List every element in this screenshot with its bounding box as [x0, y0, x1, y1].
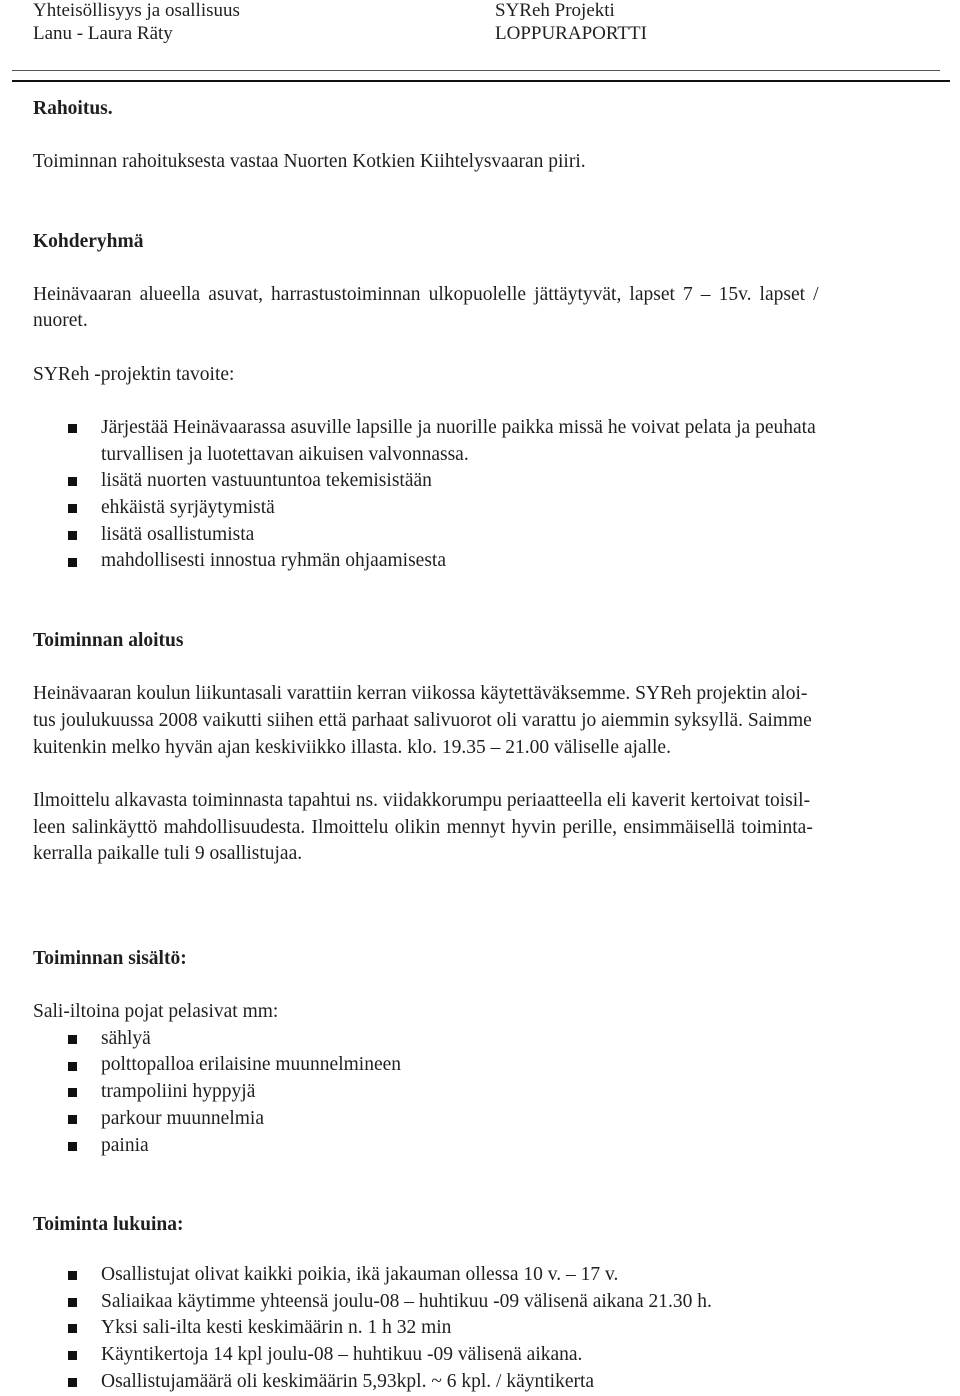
bullet-square-icon	[68, 531, 77, 540]
aloitus-p1-line3: kuitenkin melko hyvän ajan keskiviikko illasta. klo. 19.35 – 21.00 väliselle ajalle.	[33, 737, 671, 758]
bullet-square-icon	[68, 1324, 77, 1333]
bullet-square-icon	[68, 1378, 77, 1387]
lukuina-item: Käyntikertoja 14 kpl joulu-08 – huhtikuu -09 välisenä aikana.	[101, 1344, 583, 1365]
aloitus-p1-line2: tus joulukuussa 2008 vaikutti siihen että parhaat salivuorot oli varattu jo aiemmin syksyllä. Saimme	[33, 710, 812, 731]
tavoite-item: mahdollisesti innostua ryhmän ohjaamisesta	[101, 550, 446, 571]
tavoite-item: lisätä osallistumista	[101, 524, 255, 545]
section-heading-rahoitus: Rahoitus.	[33, 98, 113, 119]
sisalto-item: polttopalloa erilaisine muunnelmineen	[101, 1054, 402, 1075]
header-right-line1: SYReh Projekti	[495, 0, 615, 21]
bullet-square-icon	[68, 1088, 77, 1097]
tavoite-item: lisätä nuorten vastuuntuntoa tekemisistään	[101, 470, 432, 491]
header-left-line1: Yhteisöllisyys ja osallisuus	[33, 0, 240, 21]
bullet-square-icon	[68, 1115, 77, 1124]
lukuina-item: Yksi sali-ilta kesti keskimäärin n. 1 h 32 min	[101, 1317, 452, 1338]
lukuina-item: Osallistujamäärä oli keskimäärin 5,93kpl. ~ 6 kpl. / käyntikerta	[101, 1371, 595, 1392]
aloitus-p2-line1: Ilmoittelu alkavasta toiminnasta tapahtui ns. viidakkorumpu periaatteella eli kaverit kertoivat toisil-	[33, 790, 811, 811]
aloitus-p2-line3: kerralla paikalle tuli 9 osallistujaa.	[33, 843, 303, 864]
section-heading-aloitus: Toiminnan aloitus	[33, 630, 184, 651]
sisalto-intro: Sali-iltoina pojat pelasivat mm:	[33, 1001, 279, 1022]
lukuina-item: Saliaikaa käytimme yhteensä joulu-08 – huhtikuu -09 välisenä aikana 21.30 h.	[101, 1291, 712, 1312]
kohderyhma-text-line1: Heinävaaran alueella asuvat, harrastustoiminnan ulkopuolelle jättäytyvät, lapset 7 – 15v. lapset /	[33, 284, 819, 305]
kohderyhma-text-line2: nuoret.	[33, 310, 88, 331]
lukuina-item: Osallistujat olivat kaikki poikia, ikä jakauman ollessa 10 v. – 17 v.	[101, 1264, 619, 1285]
section-heading-kohderyhma: Kohderyhmä	[33, 231, 144, 252]
bullet-square-icon	[68, 1062, 77, 1071]
bullet-square-icon	[68, 477, 77, 486]
section-heading-sisalto: Toiminnan sisältö:	[33, 948, 187, 969]
aloitus-p2-line2: leen salinkäyttö mahdollisuudesta. Ilmoittelu olikin mennyt hyvin perille, ensimmäisellä toiminta-	[33, 817, 813, 838]
bullet-square-icon	[68, 1035, 77, 1044]
bullet-square-icon	[68, 1298, 77, 1307]
bullet-square-icon	[68, 1142, 77, 1151]
tavoite-item-1-line2: turvallisen ja luotettavan aikuisen valvonnassa.	[101, 444, 469, 465]
bullet-square-icon	[68, 558, 77, 567]
header-rule-thick	[12, 80, 950, 82]
tavoite-item: ehkäistä syrjäytymistä	[101, 497, 275, 518]
bullet-square-icon	[68, 424, 77, 433]
bullet-square-icon	[68, 1351, 77, 1360]
aloitus-p1-line1: Heinävaaran koulun liikuntasali varattiin kerran viikossa käytettäväksemme. SYReh projektin aloi-	[33, 683, 808, 704]
tavoite-item-1-line1: Järjestää Heinävaarassa asuville lapsille ja nuorille paikka missä he voivat pelata ja peuhata	[101, 417, 816, 438]
tavoite-heading: SYReh -projektin tavoite:	[33, 364, 235, 385]
section-heading-lukuina: Toiminta lukuina:	[33, 1214, 184, 1235]
sisalto-item: parkour muunnelmia	[101, 1108, 264, 1129]
bullet-square-icon	[68, 504, 77, 513]
header-rule-thin	[12, 70, 940, 71]
header-right-line2: LOPPURAPORTTI	[495, 23, 647, 44]
sisalto-item: sählyä	[101, 1028, 151, 1049]
sisalto-item: trampoliini hyppyjä	[101, 1081, 256, 1102]
bullet-square-icon	[68, 1271, 77, 1280]
sisalto-item: painia	[101, 1135, 149, 1156]
rahoitus-text: Toiminnan rahoituksesta vastaa Nuorten Kotkien Kiihtelysvaaran piiri.	[33, 151, 586, 172]
header-left-line2: Lanu - Laura Räty	[33, 23, 173, 44]
